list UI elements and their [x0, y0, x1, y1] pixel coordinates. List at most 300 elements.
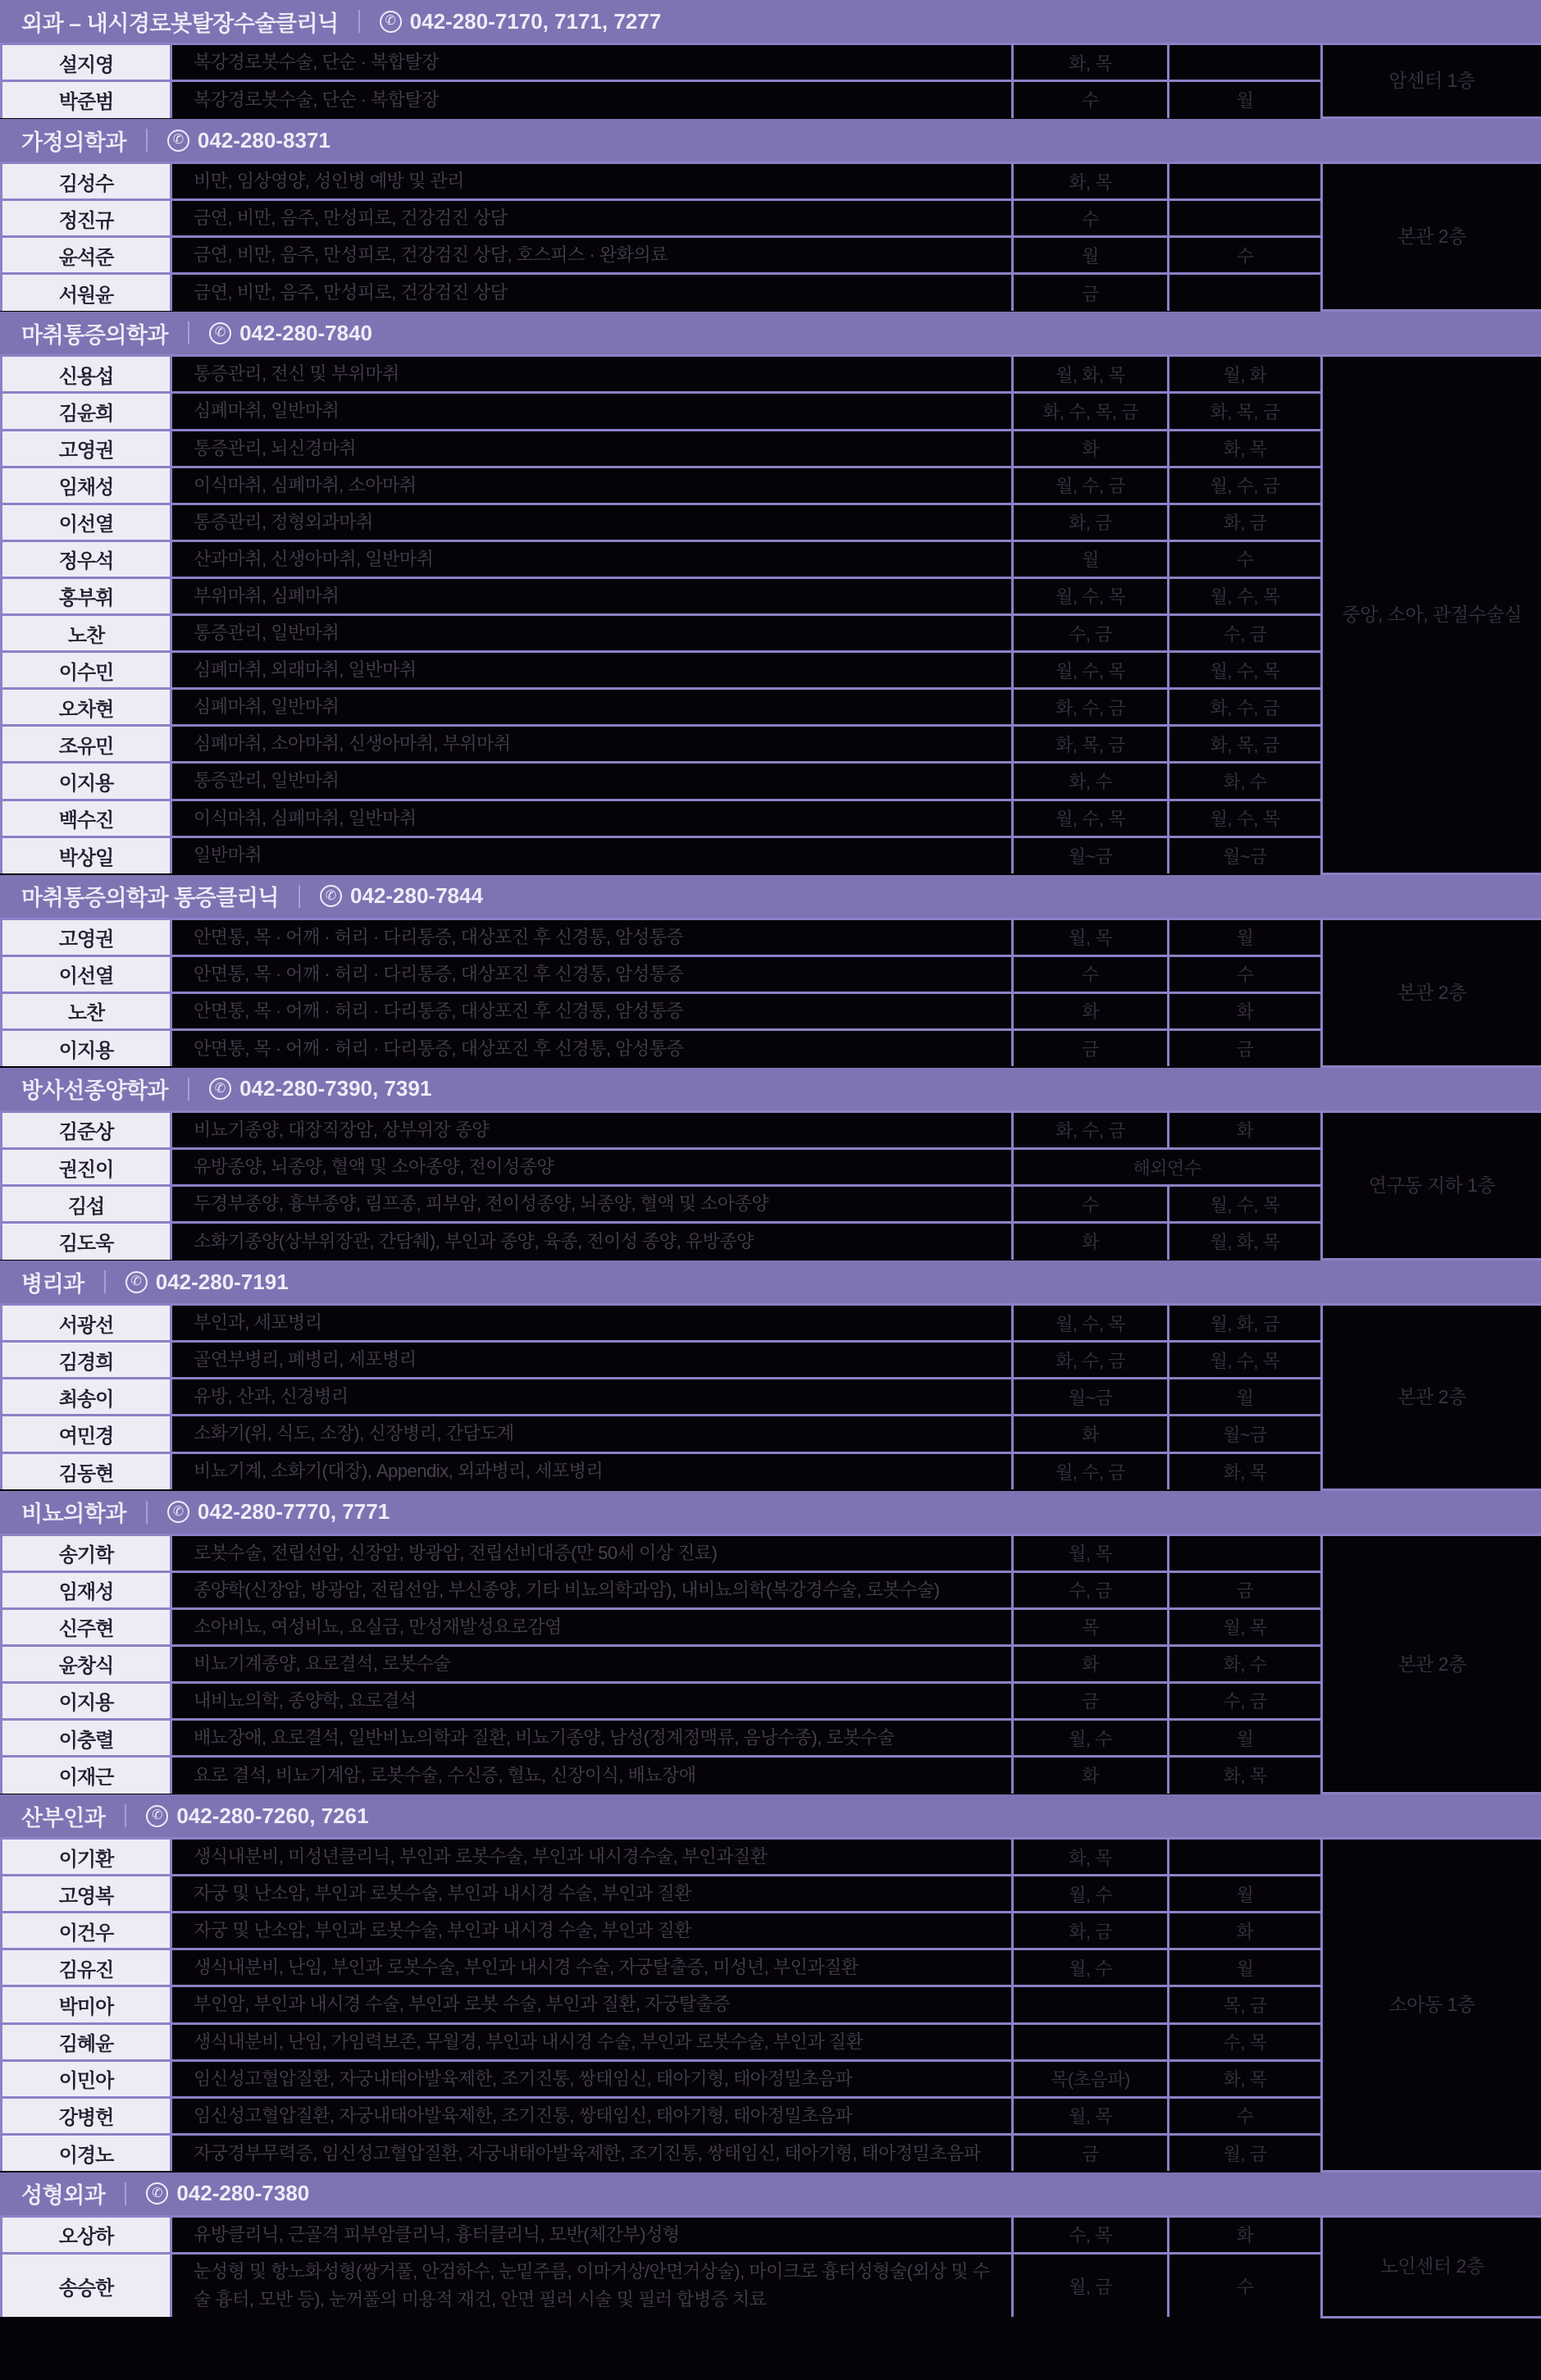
schedule-pm: 월, 화, 금: [1169, 1305, 1322, 1342]
doctor-row: [2, 763, 1541, 800]
specialty: 안면통, 목 · 어깨 · 허리 · 다리통증, 대상포진 후 신경통, 암성통증: [171, 1029, 1013, 1066]
doctor-row: [2, 1186, 1541, 1223]
doctor-row: [2, 689, 1541, 726]
schedule-pm: 화: [1169, 992, 1322, 1029]
section-header: [0, 119, 1541, 162]
schedule-am: 월, 목: [1013, 2097, 1169, 2134]
doctor-row: [2, 200, 1541, 237]
doctor-row: [2, 504, 1541, 540]
schedule-am: 금: [1013, 1029, 1169, 1066]
doctor-row: [2, 1342, 1541, 1379]
doctor-name: 임재성: [2, 1571, 171, 1608]
doctor-row: [2, 1534, 1541, 1571]
doctor-row: [2, 2216, 1541, 2253]
doctor-row: [2, 1452, 1541, 1489]
phone-number: 042-280-7844: [350, 883, 483, 909]
specialty: 눈성형 및 항노화성형(쌍거풀, 안검하수, 눈밑주름, 이마거상/안면거상술), 마이크로 흉터성형술(외상 및 수술 흉터, 모반 등), 눈꺼풀의 미용적 재건, 안면 필러 시술 및 필러 합병증 치료: [171, 2253, 1013, 2317]
specialty: 종양학(신장암, 방광암, 전립선암, 부신종양, 기타 비뇨의학과암), 내비뇨의학(복강경수술, 로봇수술): [171, 1571, 1013, 1608]
specialty: 자궁 및 난소암, 부인과 로봇수술, 부인과 내시경 수술, 부인과 질환: [171, 1913, 1013, 1949]
section-header: [0, 2173, 1541, 2215]
specialty: 요로 결석, 비뇨기계암, 로봇수술, 수신증, 혈뇨, 신장이식, 배뇨장애: [171, 1757, 1013, 1794]
doctor-row: [2, 1913, 1541, 1949]
phone-icon: ✆: [146, 2182, 168, 2204]
schedule-am: 수: [1013, 81, 1169, 118]
doctor-row: [2, 615, 1541, 652]
doctor-name: 이기환: [2, 1839, 171, 1876]
doctor-row: [2, 1682, 1541, 1719]
schedule-am: 월, 수: [1013, 1720, 1169, 1757]
specialty: 일반마취: [171, 837, 1013, 873]
doctor-name: 고영권: [2, 919, 171, 955]
schedule-pm: 화, 목, 금: [1169, 726, 1322, 763]
schedule-pm: [1169, 1534, 1322, 1571]
specialty: 자궁경부무력증, 임신성고혈압질환, 자궁내태아발육제한, 조기진통, 쌍태임신, 태아기형, 태아정밀초음파: [171, 2134, 1013, 2171]
header-divider: [146, 1501, 148, 1524]
section-phone: [167, 1499, 390, 1525]
specialty: 안면통, 목 · 어깨 · 허리 · 다리통증, 대상포진 후 신경통, 암성통증: [171, 992, 1013, 1029]
schedule-am: 월, 수, 목: [1013, 1305, 1169, 1342]
section-title: 외과 – 내시경로봇탈장수술클리닉: [21, 11, 339, 36]
specialty: 통증관리, 뇌신경마취: [171, 430, 1013, 467]
doctor-row: [2, 1305, 1541, 1342]
schedule-pm: 수, 목: [1169, 2023, 1322, 2060]
specialty: 유방종양, 뇌종양, 혈액 및 소아종양, 전이성종양: [171, 1148, 1013, 1185]
doctor-name: 노찬: [2, 992, 171, 1029]
doctor-row: [2, 2097, 1541, 2134]
schedule-am: 화: [1013, 1416, 1169, 1452]
schedule-pm: 월, 수, 목: [1169, 577, 1322, 614]
schedule-am: 월, 수, 목: [1013, 577, 1169, 614]
header-divider: [188, 1078, 189, 1101]
section-table: [0, 918, 1541, 1068]
section-title: 가정의학과: [21, 130, 126, 155]
schedule-pm: 월, 화, 목: [1169, 1223, 1322, 1260]
phone-icon: ✆: [167, 130, 189, 152]
doctor-name: 박준범: [2, 81, 171, 118]
specialty: 소아비뇨, 여성비뇨, 요실금, 만성재발성요로감염: [171, 1608, 1013, 1645]
doctor-name: 오차현: [2, 689, 171, 726]
doctor-row: [2, 1148, 1541, 1185]
schedule-am: 월, 수: [1013, 1876, 1169, 1913]
doctor-row: [2, 726, 1541, 763]
schedule-am: 화, 수, 금: [1013, 689, 1169, 726]
schedule-am: 화, 수, 목, 금: [1013, 393, 1169, 430]
schedule-pm: 화, 목, 금: [1169, 393, 1322, 430]
doctor-name: 강병헌: [2, 2097, 171, 2134]
specialty: 비만, 임상영양, 성인병 예방 및 관리: [171, 163, 1013, 200]
schedule-pm: 화, 수: [1169, 763, 1322, 800]
schedule-pm: 수: [1169, 955, 1322, 992]
schedule-am: 월, 금: [1013, 2253, 1169, 2317]
specialty: 통증관리, 일반마취: [171, 615, 1013, 652]
doctor-name: 정진규: [2, 200, 171, 237]
specialty: 부인과, 세포병리: [171, 1305, 1013, 1342]
schedule-am: 화, 금: [1013, 1913, 1169, 1949]
schedule-pm: 월, 수, 목: [1169, 652, 1322, 689]
specialty: 배뇨장애, 요로결석, 일반비뇨의학과 질환, 비뇨기종양, 남성(정계정맥류, 음낭수종), 로봇수술: [171, 1720, 1013, 1757]
doctor-row: [2, 540, 1541, 577]
schedule-pm: 화, 목: [1169, 2060, 1322, 2097]
schedule-pm: 월: [1169, 1876, 1322, 1913]
schedule-am: 화, 목: [1013, 163, 1169, 200]
header-divider: [358, 10, 360, 33]
specialty: 통증관리, 전신 및 부위마취: [171, 356, 1013, 393]
schedule-pm: 화, 목: [1169, 1757, 1322, 1794]
location-cell: 노인센터 2층: [1322, 2216, 1541, 2317]
specialty: 소화기종양(상부위장관, 간담췌), 부인과 종양, 육종, 전이성 종양, 유방종양: [171, 1223, 1013, 1260]
phone-number: 042-280-7191: [155, 1269, 289, 1294]
section-table: [0, 1534, 1541, 1795]
phone-number: 042-280-7390, 7391: [239, 1076, 432, 1101]
section-table: [0, 354, 1541, 874]
schedule-am: 월~금: [1013, 1379, 1169, 1416]
schedule-am: 화, 수: [1013, 763, 1169, 800]
doctor-row: [2, 1876, 1541, 1913]
schedule-am: 화: [1013, 1757, 1169, 1794]
schedule-pm: 월: [1169, 1949, 1322, 1986]
doctor-row: [2, 1645, 1541, 1682]
specialty: 이식마취, 심폐마취, 소아마취: [171, 467, 1013, 504]
doctor-name: 이지용: [2, 1682, 171, 1719]
location-cell: 암센터 1층: [1322, 44, 1541, 118]
doctor-row: [2, 992, 1541, 1029]
schedule-am: 월, 수, 금: [1013, 467, 1169, 504]
specialty: 안면통, 목 · 어깨 · 허리 · 다리통증, 대상포진 후 신경통, 암성통증: [171, 919, 1013, 955]
section-phone: [320, 883, 483, 909]
section-phone: [146, 1803, 368, 1829]
schedule-am: 월, 수, 목: [1013, 652, 1169, 689]
doctor-name: 이건우: [2, 1913, 171, 1949]
doctor-row: [2, 1839, 1541, 1876]
schedule-pm: 화: [1169, 1111, 1322, 1148]
doctor-name: 이충렬: [2, 1720, 171, 1757]
section-table: [0, 162, 1541, 312]
doctor-row: [2, 955, 1541, 992]
doctor-name: 고영복: [2, 1876, 171, 1913]
schedule-pm: [1169, 163, 1322, 200]
doctor-row: [2, 919, 1541, 955]
section-title: 마취통증의학과: [21, 322, 169, 348]
schedule-pm: 월: [1169, 1720, 1322, 1757]
location-cell: 본관 2층: [1322, 163, 1541, 311]
schedule-pm: 월, 수, 목: [1169, 800, 1322, 837]
schedule-am: 화: [1013, 1223, 1169, 1260]
phone-icon: ✆: [209, 322, 231, 344]
phone-number: 042-280-7840: [239, 320, 372, 345]
schedule-am: 화, 목: [1013, 1839, 1169, 1876]
specialty: 통증관리, 일반마취: [171, 763, 1013, 800]
doctor-name: 이경노: [2, 2134, 171, 2171]
doctor-row: [2, 44, 1541, 81]
specialty: 심폐마취, 일반마취: [171, 689, 1013, 726]
section-title: 방사선종양학과: [21, 1078, 169, 1104]
section-table: [0, 1837, 1541, 2173]
schedule-pm: 화: [1169, 1913, 1322, 1949]
section-table: [0, 2215, 1541, 2318]
header-divider: [125, 2182, 126, 2205]
doctor-row: [2, 2253, 1541, 2317]
schedule-pm: 월: [1169, 81, 1322, 118]
doctor-row: [2, 1720, 1541, 1757]
doctor-name: 송승한: [2, 2253, 171, 2317]
schedule-am: 수: [1013, 200, 1169, 237]
doctor-row: [2, 800, 1541, 837]
schedule-am: 월: [1013, 540, 1169, 577]
specialty: 임신성고혈압질환, 자궁내태아발육제한, 조기진통, 쌍태임신, 태아기형, 태아정밀초음파: [171, 2060, 1013, 2097]
doctor-name: 김도욱: [2, 1223, 171, 1260]
schedule-am: 화, 수, 금: [1013, 1342, 1169, 1379]
header-divider: [299, 885, 300, 908]
location-cell: 소아동 1층: [1322, 1839, 1541, 2172]
doctor-name: 김유진: [2, 1949, 171, 1986]
section-phone: [380, 9, 662, 34]
specialty: 심폐마취, 일반마취: [171, 393, 1013, 430]
schedule-pm: 월, 화: [1169, 356, 1322, 393]
doctor-row: [2, 577, 1541, 614]
schedule-pm: [1169, 200, 1322, 237]
schedule-pm: 화, 수, 금: [1169, 689, 1322, 726]
schedule-pm: 수: [1169, 237, 1322, 274]
specialty: 자궁 및 난소암, 부인과 로봇수술, 부인과 내시경 수술, 부인과 질환: [171, 1876, 1013, 1913]
schedule-pm: 월, 수, 목: [1169, 1342, 1322, 1379]
doctor-row: [2, 1029, 1541, 1066]
schedule-am: 화: [1013, 992, 1169, 1029]
doctor-row: [2, 1571, 1541, 1608]
phone-icon: ✆: [167, 1501, 189, 1523]
section-header: [0, 1261, 1541, 1303]
doctor-name: 권진이: [2, 1148, 171, 1185]
schedule-pm: 수: [1169, 2253, 1322, 2317]
location-cell: 중앙, 소아, 관절수술실: [1322, 356, 1541, 873]
specialty: 안면통, 목 · 어깨 · 허리 · 다리통증, 대상포진 후 신경통, 암성통증: [171, 955, 1013, 992]
specialty: 이식마취, 심폐마취, 일반마취: [171, 800, 1013, 837]
specialty: 비뇨기계, 소화기(대장), Appendix, 외과병리, 세포병리: [171, 1452, 1013, 1489]
schedule-pm: 화, 목: [1169, 1452, 1322, 1489]
doctor-name: 서원윤: [2, 274, 171, 311]
doctor-row: [2, 81, 1541, 118]
section-header: [0, 1794, 1541, 1837]
schedule-am: 월, 화, 목: [1013, 356, 1169, 393]
phone-icon: ✆: [320, 885, 342, 907]
specialty: 유방클리닉, 근골격 피부암클리닉, 흉터클리닉, 모반(체간부)성형: [171, 2216, 1013, 2253]
header-divider: [188, 321, 189, 344]
schedule-pm: 월~금: [1169, 1416, 1322, 1452]
specialty: 복강경로봇수술, 단순 · 복합탈장: [171, 44, 1013, 81]
schedule-am: 목(초음파): [1013, 2060, 1169, 2097]
doctor-row: [2, 1223, 1541, 1260]
doctor-name: 김준상: [2, 1111, 171, 1148]
schedule-am: 월, 수, 목: [1013, 800, 1169, 837]
schedule-pm: 월, 금: [1169, 2134, 1322, 2171]
schedule-am: 수, 금: [1013, 1571, 1169, 1608]
doctor-name: 김섭: [2, 1186, 171, 1223]
phone-icon: ✆: [125, 1271, 148, 1293]
section-phone: [209, 1076, 431, 1101]
doctor-name: 신주현: [2, 1608, 171, 1645]
section-title: 비뇨의학과: [21, 1502, 126, 1527]
section-header: [0, 0, 1541, 43]
doctor-row: [2, 467, 1541, 504]
doctor-name: 고영권: [2, 430, 171, 467]
doctor-name: 김성수: [2, 163, 171, 200]
specialty: 비뇨기계종양, 요로결석, 로봇수술: [171, 1645, 1013, 1682]
doctor-name: 윤창식: [2, 1645, 171, 1682]
section-header: [0, 875, 1541, 918]
schedule-am: 수, 목: [1013, 2216, 1169, 2253]
schedule-am: 화, 수, 금: [1013, 1111, 1169, 1148]
schedule-am: 금: [1013, 274, 1169, 311]
location-cell: 연구동 지하 1층: [1322, 1111, 1541, 1259]
phone-icon: ✆: [209, 1078, 231, 1100]
schedule-am: 수, 금: [1013, 615, 1169, 652]
specialty: 소화기(위, 식도, 소장), 신장병리, 간담도계: [171, 1416, 1013, 1452]
doctor-name: 박미아: [2, 1986, 171, 2023]
doctor-row: [2, 393, 1541, 430]
doctor-row: [2, 1949, 1541, 1986]
specialty: 심폐마취, 소아마취, 신생아마취, 부위마취: [171, 726, 1013, 763]
specialty: 임신성고혈압질환, 자궁내태아발육제한, 조기진통, 쌍태임신, 태아기형, 태아정밀초음파: [171, 2097, 1013, 2134]
schedule-pm: [1169, 274, 1322, 311]
header-divider: [104, 1270, 106, 1293]
schedule-pm: 수: [1169, 540, 1322, 577]
section-table: [0, 43, 1541, 119]
section-phone: [146, 2181, 309, 2206]
schedule-pm: 화, 목: [1169, 430, 1322, 467]
schedule-merged: 해외연수: [1013, 1148, 1322, 1185]
specialty: 부위마취, 심폐마취: [171, 577, 1013, 614]
specialty: 두경부종양, 흉부종양, 림프종, 피부암, 전이성종양, 뇌종양, 혈액 및 소아종양: [171, 1186, 1013, 1223]
doctor-name: 이재근: [2, 1757, 171, 1794]
doctor-name: 박상일: [2, 837, 171, 873]
header-divider: [125, 1804, 126, 1827]
phone-number: 042-280-8371: [197, 127, 331, 153]
doctor-row: [2, 1757, 1541, 1794]
location-cell: 본관 2층: [1322, 1534, 1541, 1794]
doctor-row: [2, 2023, 1541, 2060]
doctor-name: 이지용: [2, 1029, 171, 1066]
doctor-name: 여민경: [2, 1416, 171, 1452]
schedule-am: 월: [1013, 237, 1169, 274]
section-phone: [125, 1270, 289, 1295]
phone-icon: ✆: [146, 1805, 168, 1827]
doctor-name: 오상하: [2, 2216, 171, 2253]
section-title: 산부인과: [21, 1805, 106, 1831]
specialty: 산과마취, 신생아마취, 일반마취: [171, 540, 1013, 577]
schedule-am: 월, 목: [1013, 919, 1169, 955]
schedule-pm: [1169, 44, 1322, 81]
doctor-row: [2, 274, 1541, 311]
schedule-am: 화, 목, 금: [1013, 726, 1169, 763]
doctor-row: [2, 1111, 1541, 1148]
specialty: 생식내분비, 미성년클리닉, 부인과 로봇수술, 부인과 내시경수술, 부인과질환: [171, 1839, 1013, 1876]
specialty: 복강경로봇수술, 단순 · 복합탈장: [171, 81, 1013, 118]
doctor-name: 임채성: [2, 467, 171, 504]
doctor-row: [2, 1986, 1541, 2023]
phone-number: 042-280-7770, 7771: [197, 1499, 390, 1525]
schedule-am: 화, 목: [1013, 44, 1169, 81]
specialty: 생식내분비, 난임, 가임력보존, 무월경, 부인과 내시경 수술, 부인과 로봇수술, 부인과 질환: [171, 2023, 1013, 2060]
section-table: [0, 1303, 1541, 1490]
schedule-pm: 화: [1169, 2216, 1322, 2253]
schedule-am: 화, 금: [1013, 504, 1169, 540]
schedule-pm: 월, 수, 목: [1169, 1186, 1322, 1223]
doctor-name: 김경희: [2, 1342, 171, 1379]
doctor-row: [2, 237, 1541, 274]
doctor-name: 김혜윤: [2, 2023, 171, 2060]
header-divider: [146, 129, 148, 152]
doctor-name: 윤석준: [2, 237, 171, 274]
section-header: [0, 1068, 1541, 1110]
doctor-name: 서광선: [2, 1305, 171, 1342]
doctor-name: 김동현: [2, 1452, 171, 1489]
specialty: 부인암, 부인과 내시경 수술, 부인과 로봇 수술, 부인과 질환, 자궁탈출증: [171, 1986, 1013, 2023]
section-header: [0, 1491, 1541, 1534]
section-phone: [167, 128, 331, 153]
doctor-row: [2, 1379, 1541, 1416]
doctor-row: [2, 652, 1541, 689]
location-cell: 본관 2층: [1322, 919, 1541, 1066]
schedule-pm: 월: [1169, 1379, 1322, 1416]
schedule-pm: 금: [1169, 1029, 1322, 1066]
doctor-row: [2, 1608, 1541, 1645]
doctor-name: 이선열: [2, 504, 171, 540]
schedule-pm: 금: [1169, 1571, 1322, 1608]
section-header: [0, 312, 1541, 354]
doctor-row: [2, 837, 1541, 873]
schedule-am: 화: [1013, 430, 1169, 467]
schedule-pm: 월: [1169, 919, 1322, 955]
schedule-pm: 목, 금: [1169, 1986, 1322, 2023]
schedule-am: 월~금: [1013, 837, 1169, 873]
schedule-am: 수: [1013, 1186, 1169, 1223]
doctor-name: 이수민: [2, 652, 171, 689]
specialty: 금연, 비만, 음주, 만성피로, 건강검진 상담: [171, 200, 1013, 237]
schedule-pm: 화, 수: [1169, 1645, 1322, 1682]
doctor-row: [2, 1416, 1541, 1452]
specialty: 유방, 산과, 신경병리: [171, 1379, 1013, 1416]
schedule-am: 금: [1013, 1682, 1169, 1719]
doctor-name: 이민아: [2, 2060, 171, 2097]
section-title: 마취통증의학과 통증클리닉: [21, 886, 279, 911]
schedule-pm: 수, 금: [1169, 1682, 1322, 1719]
phone-number: 042-280-7170, 7171, 7277: [409, 8, 662, 34]
doctor-name: 노찬: [2, 615, 171, 652]
specialty: 로봇수술, 전립선암, 신장암, 방광암, 전립선비대증(만 50세 이상 진료): [171, 1534, 1013, 1571]
section-title: 병리과: [21, 1271, 84, 1297]
doctor-row: [2, 163, 1541, 200]
schedule-am: 목: [1013, 1608, 1169, 1645]
schedule-am: 월, 목: [1013, 1534, 1169, 1571]
specialty: 비뇨기종양, 대장직장암, 상부위장 종양: [171, 1111, 1013, 1148]
doctor-name: 이지용: [2, 763, 171, 800]
schedule-pm: [1169, 1839, 1322, 1876]
specialty: 금연, 비만, 음주, 만성피로, 건강검진 상담, 호스피스 · 완화의료: [171, 237, 1013, 274]
schedule-pm: 월, 목: [1169, 1608, 1322, 1645]
schedule-am: [1013, 1986, 1169, 2023]
schedule-am: [1013, 2023, 1169, 2060]
schedule-am: 월, 수: [1013, 1949, 1169, 1986]
specialty: 금연, 비만, 음주, 만성피로, 건강검진 상담: [171, 274, 1013, 311]
doctor-name: 정우석: [2, 540, 171, 577]
doctor-row: [2, 2134, 1541, 2171]
specialty: 통증관리, 정형외과마취: [171, 504, 1013, 540]
doctor-row: [2, 2060, 1541, 2097]
doctor-name: 백수진: [2, 800, 171, 837]
doctor-name: 조유민: [2, 726, 171, 763]
section-phone: [209, 321, 372, 346]
phone-icon: ✆: [380, 11, 402, 33]
doctor-name: 최송이: [2, 1379, 171, 1416]
